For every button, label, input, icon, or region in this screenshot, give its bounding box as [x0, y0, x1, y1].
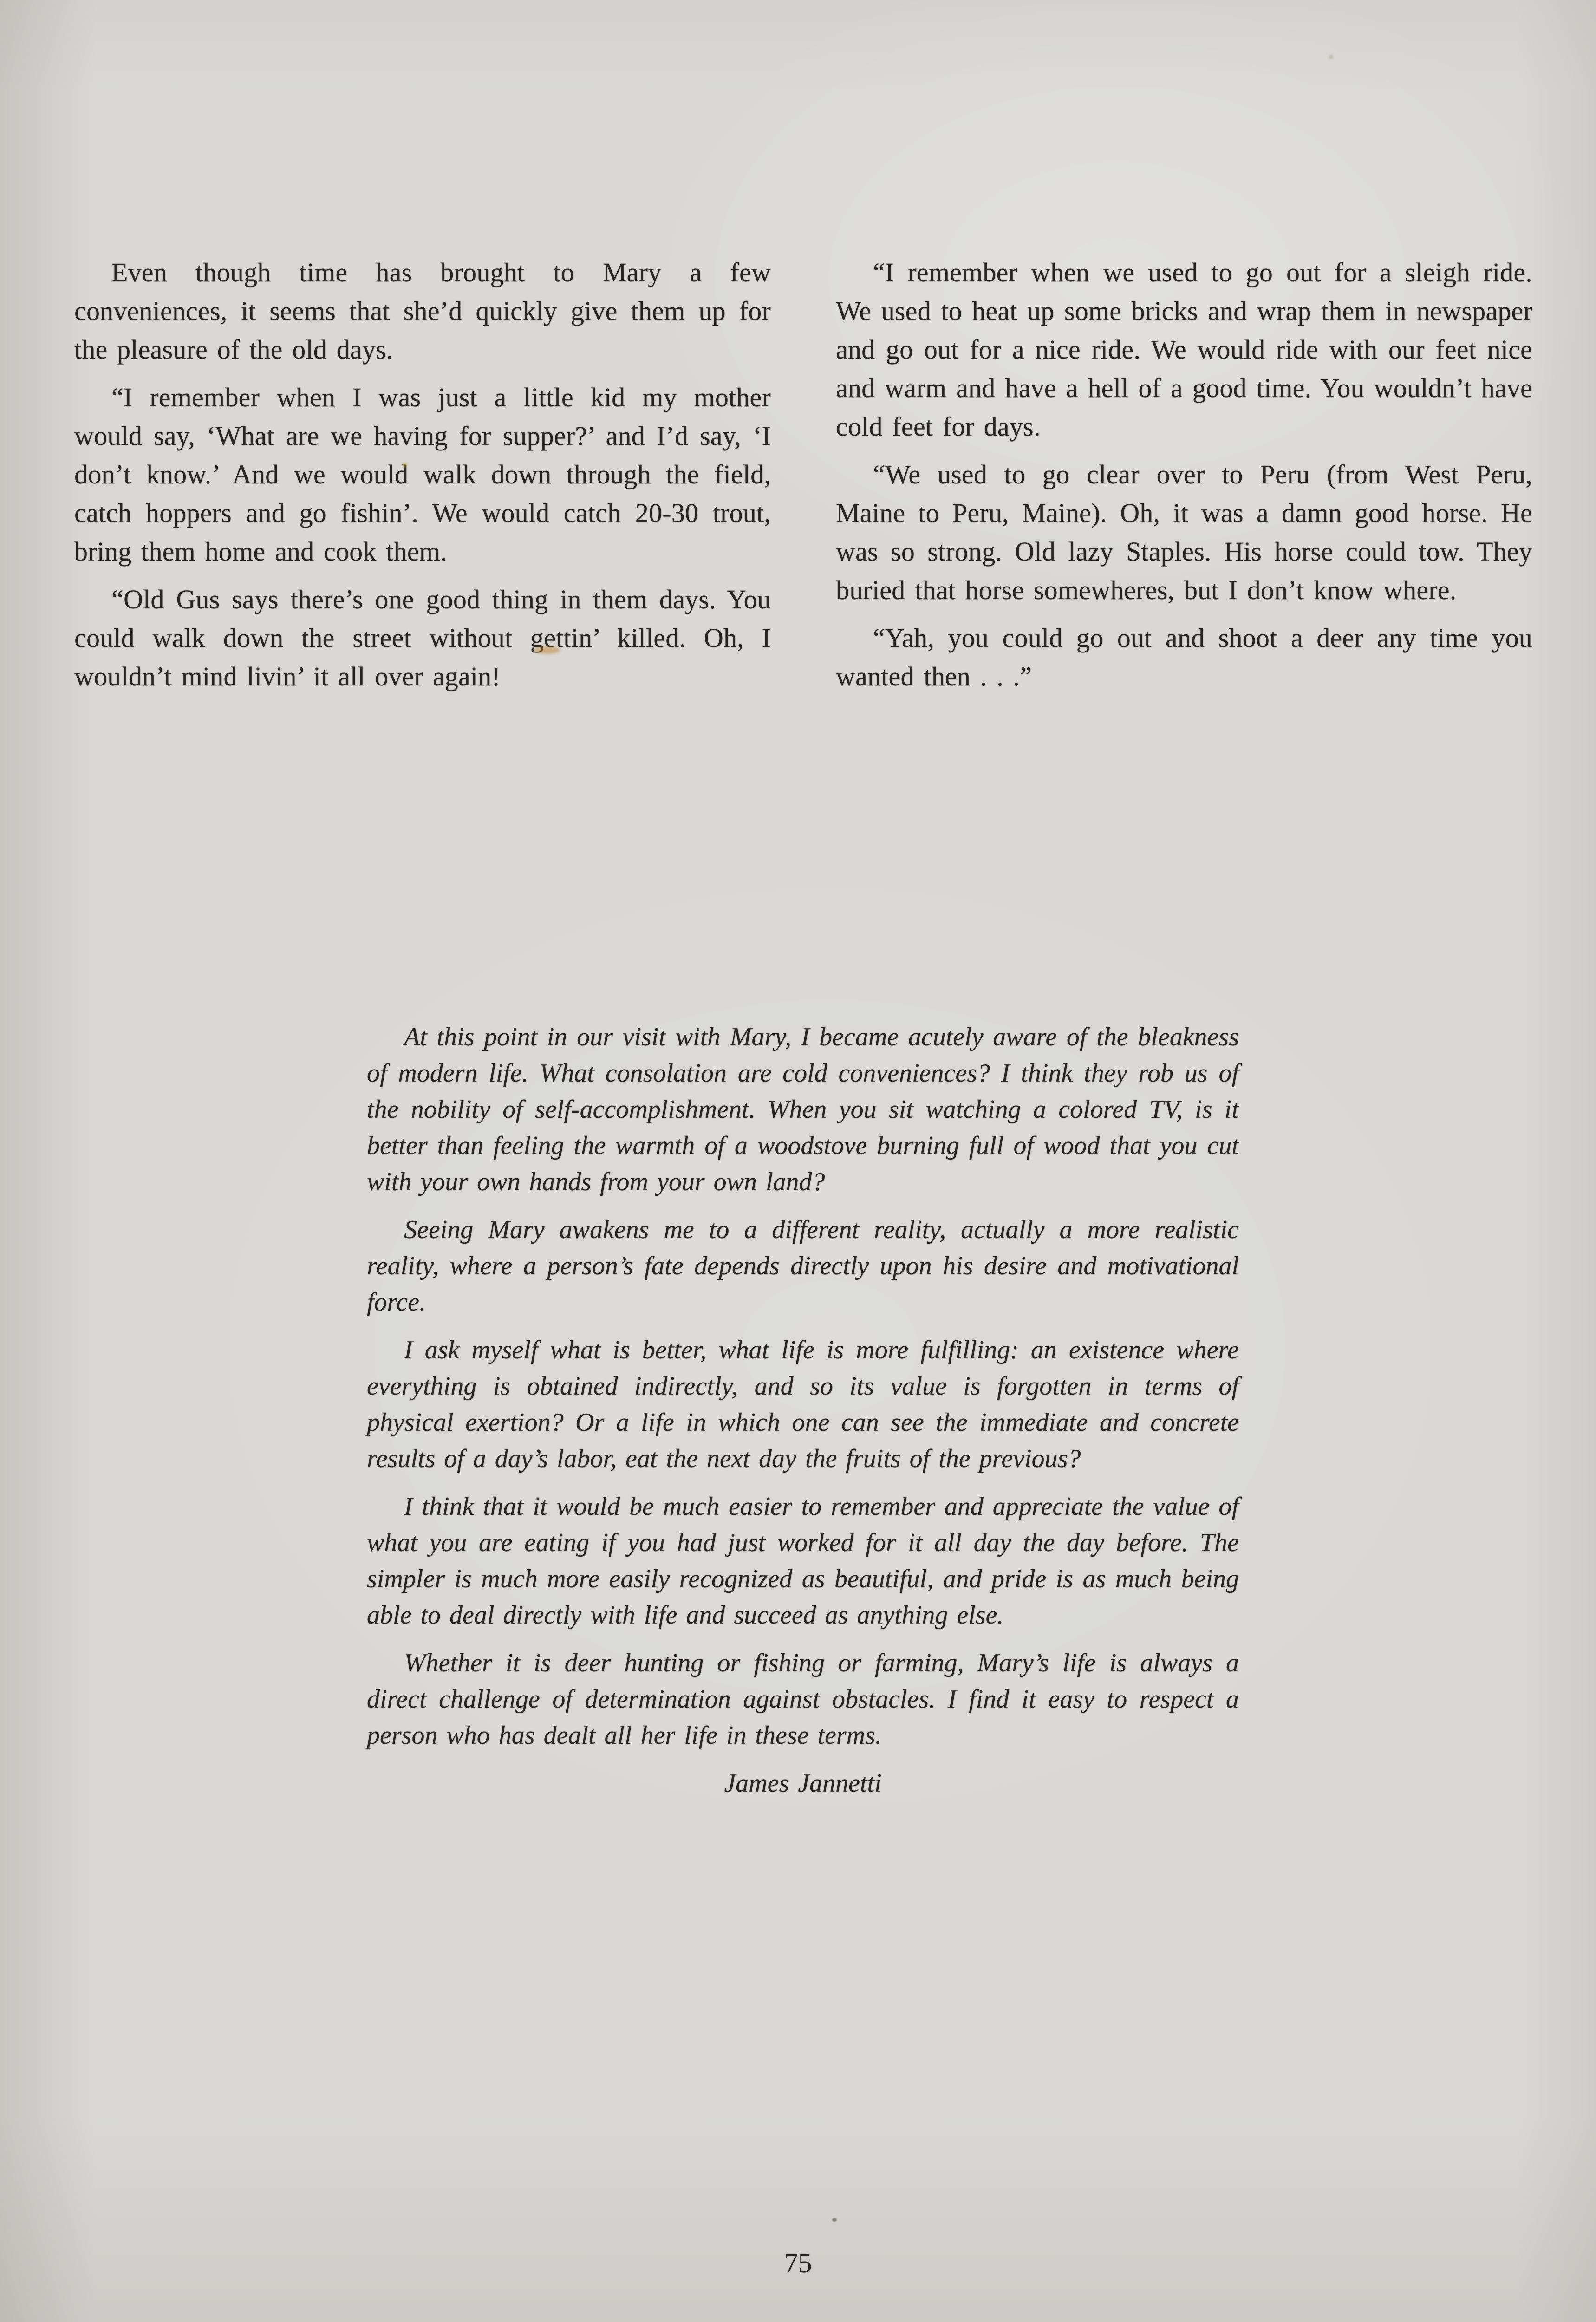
italic-reflection-block — [367, 1019, 1239, 1813]
reflection-paragraph-4: I think that it would be much easier to remember and appreciate the value of what you are eating if you had just worked for it all day the day before. The simpler is much more easily recognized as beautiful, and pride is as much being able to deal directly with life and succeed as anything else. — [367, 1492, 1239, 1630]
reflection-paragraph-3: I ask myself what is better, what life is more fulfilling: an existence where everything is obtained indirectly, and so its value is forgotten in terms of physical exertion? Or a life in which one can see the immediate and concrete results of a day’s labor, eat the next day the fruits of the previous? — [367, 1336, 1239, 1473]
left-column-paragraph-3: “Old Gus says there’s one good thing in them days. You could walk down the street without gettin’ killed. Oh, I wouldn’t mind livin’ it all over again! — [74, 584, 771, 691]
reflection-paragraph-5: Whether it is deer hunting or fishing or farming, Mary’s life is always a direct challenge of determination against obstacles. I find it easy to respect a person who has dealt all her life in these terms. — [367, 1649, 1239, 1750]
right-column-paragraph-1: “I remember when we used to go out for a sleigh ride. We used to heat up some bricks and wrap them in newspaper and go out for a nice ride. We would ride with our feet nice and warm and have a hell of a good time. You wouldn’t have cold feet for days. — [836, 257, 1532, 442]
left-column-paragraph-1: Even though time has brought to Mary a few conveniences, it seems that she’d quickly give them up for the pleasure of the old days. — [74, 257, 771, 365]
right-column-paragraph-2: “We used to go clear over to Peru (from West Peru, Maine to Peru, Maine). Oh, it was a damn good horse. He was so strong. Old lazy Staples. His horse could tow. They buried that horse somewheres, but I don’t know where. — [836, 459, 1532, 605]
right-column — [836, 253, 1532, 705]
paper-speck — [832, 2218, 837, 2222]
paper-speck — [1329, 55, 1333, 59]
left-column — [74, 253, 771, 705]
page-number: 75 — [784, 2248, 812, 2278]
reflection-paragraph-2: Seeing Mary awakens me to a different reality, actually a more realistic reality, where a person’s fate depends directly upon his desire and motivational force. — [367, 1215, 1239, 1317]
left-column-paragraph-2: “I remember when I was just a little kid my mother would say, ‘What are we having for supper?’ and I’d say, ‘I don’t know.’ And we would walk down through the field, catch hoppers and go fishin’. We would catch 20-30 trout, bring them home and cook them. — [74, 382, 771, 567]
right-column-paragraph-3: “Yah, you could go out and shoot a deer any time you wanted then . . .” — [836, 623, 1532, 691]
interview-two-column-text — [74, 253, 1532, 705]
reflection-paragraph-1: At this point in our visit with Mary, I became acutely aware of the bleakness of modern life. What consolation are cold conveniences? I think they rob us of the nobility of self-accomplishment. When you sit watching a colored TV, is it better than feeling the warmth of a woodstove burning full of wood that you cut with your own hands from your own land? — [367, 1023, 1239, 1196]
author-signature: James Jannetti — [724, 1769, 882, 1798]
